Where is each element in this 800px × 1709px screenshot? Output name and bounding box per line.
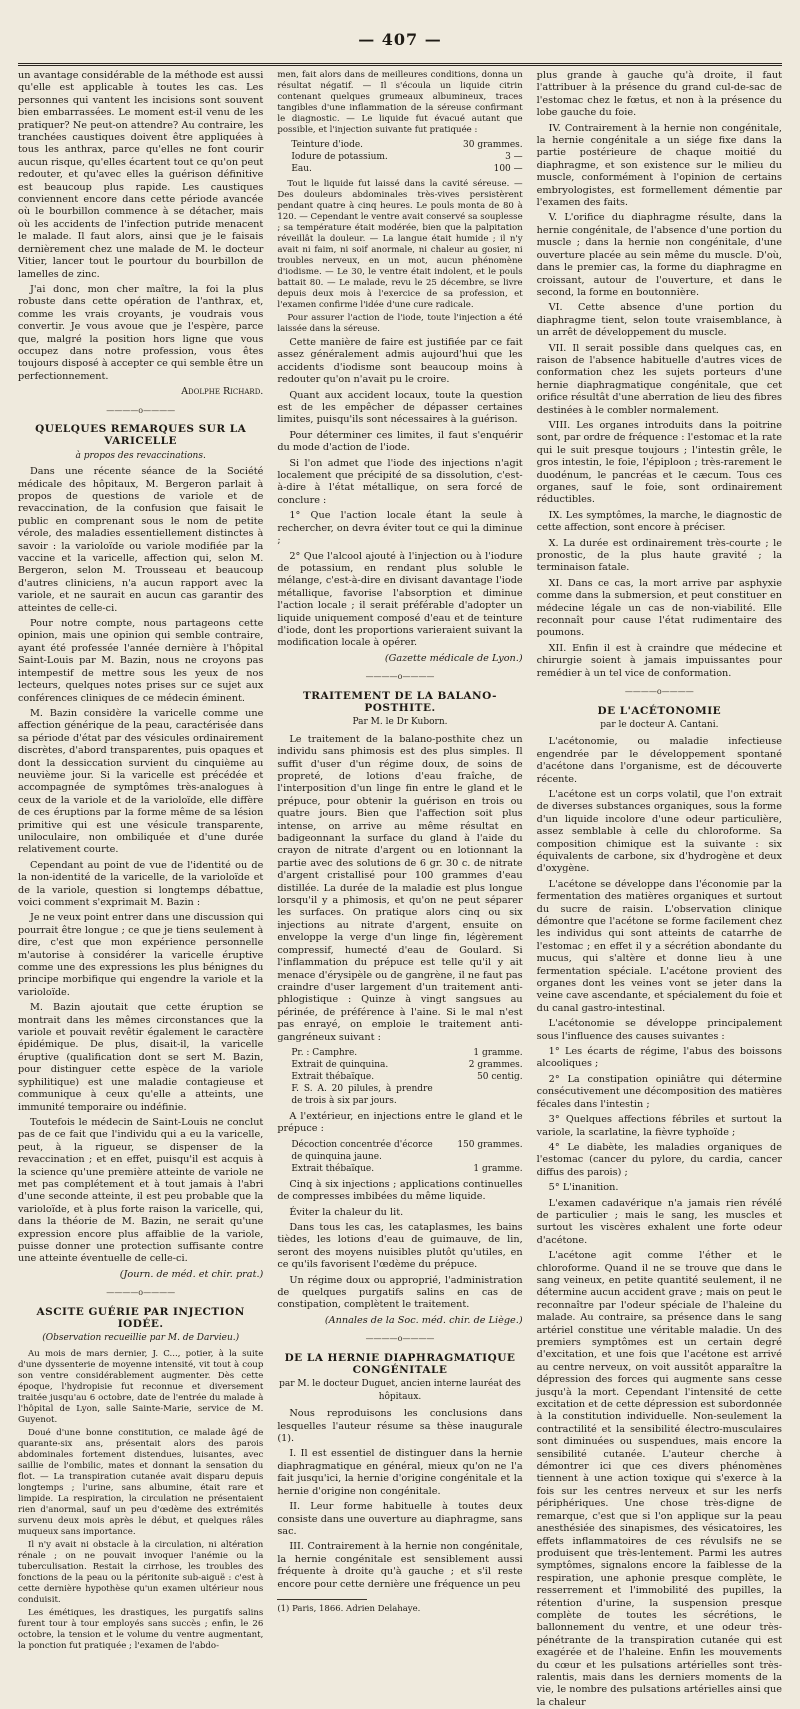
section-separator: ————o———— xyxy=(365,672,435,682)
paragraph: Je ne veux point entrer dans une discussion qui pourrait être longue ; ce que je tiens seulement à dire, c'est que mon expérience personnelle m'autorise à considérer la varicelle éruptive comme une des expressions les plus bénignes du principe morbifique qui engendre la variole et la varioloïde. xyxy=(18,912,264,998)
small-print-block xyxy=(18,1349,263,1652)
article-title: TRAITEMENT DE LA BALANO-POSTHITE. xyxy=(302,689,498,714)
paragraph: Pour assurer l'action de l'iode, toute l'injection a été laissée dans la séreuse. xyxy=(277,313,523,334)
article-title: QUELQUES REMARQUES SUR LA VARICELLE xyxy=(35,422,247,448)
paragraph: Un régime doux ou approprié, l'administration de quelques purgatifs salins en cas de constipation, complètent le traitement. xyxy=(277,1274,523,1311)
recipe-item: Extrait thébaïque. 50 centig. xyxy=(291,1071,523,1082)
paragraph: XII. Enfin il est à craindre que médecine et chirurgie soient à jamais impuissantes pour remédier à un tel vice de conformation. xyxy=(536,642,782,679)
paragraph: plus grande à gauche qu'à droite, il faut l'attribuer à la présence du grand cul-de-sac de l'estomac chez le fœtus, et non à la présence du lobe gauche du foie. xyxy=(536,70,782,119)
paragraph: IX. Les symptômes, la marche, le diagnostic de cette affection, sont encore à préciser. xyxy=(536,509,782,534)
column-left xyxy=(18,70,264,1651)
article-subtitle: à propos des revaccinations. xyxy=(75,450,206,461)
paragraph: men, fait alors dans de meilleures conditions, donna un résultat négatif. — Il s'écoula un liquide citrin contenant quelques grumeaux albumineux, traces tangibles d'une inflammation de la séreuse confirmant le diagnostic. — Le liquide fut évacué autant que possible, et l'injection suivante fut pratiquée : xyxy=(277,70,523,135)
article-byline: par le docteur A. Cantani. xyxy=(600,719,719,730)
paragraph: II. Leur forme habituelle à toutes deux consiste dans une ouverture au diaphragme, sans sac. xyxy=(277,1501,523,1537)
article-title: DE L'ACÉTONOMIE xyxy=(597,704,722,717)
footnote: (1) Paris, 1866. Adrien Delahaye. xyxy=(277,1603,421,1614)
paragraph: Dans une récente séance de la Société médicale des hôpitaux, M. Bergeron parlait à propos de questions de variole et de revaccination, de la confusion que faisait le public en comprenant sous le nom de petite vérole, des maladies essentiellement distinctes à savoir : la varioloïde ou variole modifiée par la vaccine et la varicelle, affection qui, selon M. Bergeron, selon M. Trousseau et beaucoup d'autres cliniciens, n'a aucun rapport avec la variole, et ne saurait en aucun cas garantir des atteintes de celle-ci. xyxy=(18,466,264,614)
page-header xyxy=(18,8,782,56)
paragraph: Cette manière de faire est justifiée par ce fait assez généralement admis aujourd'hui que les accidents d'iodisme sont beaucoup moins à redouter qu'on n'avait pu le croire. xyxy=(277,337,523,386)
paragraph: 4° Le diabète, les maladies organiques de l'estomac (cancer du pylore, du cardia, cancer diffus des parois) ; xyxy=(536,1141,782,1178)
recipe-item: Iodure de potassium. 3 — xyxy=(291,152,523,162)
section-separator: ————o———— xyxy=(365,1334,435,1344)
paragraph: Pour notre compte, nous partageons cette opinion, mais une opinion qui semble contraire, ayant été professée l'année dernière à l'hôpital Saint-Louis par M. Bazin, nous ne croyons pas intempestif de mettre sous les yeux de nos lecteurs, quelques notes prises sur ce sujet aux conférences cliniques de ce médecin éminent. xyxy=(18,618,264,704)
paragraph: Tout le liquide fut laissé dans la cavité séreuse. — Des douleurs abdominales très-vives persistèrent pendant quatre à cinq heures. Le pouls monta de 80 à 120. — Cependant le ventre avait conservé sa souplesse ; sa température était modérée, bien que la palpitation réveillât la douleur. — La langue était humide ; il n'y avait ni faim, ni soif anormale, ni chaleur au gosier, ni troubles nerveux, en un mot, aucun phénomène d'iodisme. — Le 30, le ventre était indolent, et le pouls battait 80. — Le malade, revu le 25 décembre, se livre depuis deux mois à l'exercice de sa profession, et l'examen confirme l'idée d'une cure radicale. xyxy=(277,179,523,310)
paragraph: IV. Contrairement à la hernie non congénitale, la hernie congénitale a un siége fixe dans la partie postérieure de chaque moitié du diaphragme, et son existence sur le milieu du muscle, conformément à l'opinion de certains embryologistes, est formellement démentie par l'examen des faits. xyxy=(536,122,782,209)
paragraph: M. Bazin considère la varicelle comme une affection générique de la peau, caractérisée dans sa période d'état par des vésicules ordinairement discrètes, d'abord transparentes, puis opaques et dont la dessiccation survient du cinquième au neuvième jour. Si la varicelle est précédée et accompagnée de symptômes très-analogues à ceux de la variole et de la varioloïde, elle diffère de ces éruptions par la forme même de sa lésion primitive qui est une vésicule transparente, uniloculaire, non ombiliquée et d'une durée relativement courte. xyxy=(18,707,264,856)
section-separator: ————o———— xyxy=(106,405,176,415)
small-print-block xyxy=(277,70,522,136)
section-separator: ————o———— xyxy=(624,687,694,697)
column-right xyxy=(536,70,782,1708)
text-columns xyxy=(18,70,782,1708)
paragraph: VI. Cette absence d'une portion du diaphragme tient, selon toute vraisemblance, à un arrêt de développement du muscle. xyxy=(536,302,782,339)
paragraph: III. Contrairement à la hernie non congénitale, la hernie congénitale est sensiblement aussi fréquente à droite qu'à gauche ; et s'il reste encore pour cette dernière une fréquence un peu xyxy=(277,1541,523,1590)
paragraph: L'examen cadavérique n'a jamais rien révélé de particulier ; mais le sang, les muscles et surtout les viscères exhalent une forte odeur d'acétone. xyxy=(536,1197,782,1246)
article-source: (Gazette médicale de Lyon.) xyxy=(384,652,523,664)
paragraph: A l'extérieur, en injections entre le gland et le prépuce : xyxy=(277,1110,523,1135)
footnote-rule xyxy=(277,1599,367,1600)
paragraph: VII. Il serait possible dans quelques cas, en raison de l'absence habituelle d'autres vices de conformation chez les sujets porteurs d'une hernie diaphragmatique congénitale, que cet orifice résultât d'une aberration de lieu des fibres destinées à le combler normalement. xyxy=(536,342,782,416)
paragraph: X. La durée est ordinairement très-courte ; le pronostic, de la plus haute gravité ; la terminaison fatale. xyxy=(536,537,782,574)
article-source: (Journ. de méd. et chir. prat.) xyxy=(119,1268,264,1280)
article-title: ASCITE GUÉRIE PAR INJECTION IODÉE. xyxy=(36,1305,245,1330)
recipe-item: Extrait thébaïque. 1 gramme. xyxy=(291,1163,523,1174)
paragraph: XI. Dans ce cas, la mort arrive par asphyxie comme dans la submersion, et peut constituer en médecine légale un cas de non-viabilité. Elle reconnaît pour cause l'état rudimentaire des poumons. xyxy=(536,577,782,639)
article-byline: Par M. le Dr Kuborn. xyxy=(352,717,448,728)
paragraph: V. L'orifice du diaphragme résulte, dans la hernie congénitale, de l'absence d'une portion du muscle ; dans la hernie non congénitale, d'une ouverture placée au sein même du muscle. D'où, dans le premier cas, la forme du diaphragme en croissant, autour de l'ouverture, et dans le second, la forme en boutonnière. xyxy=(536,212,782,298)
paragraph: L'acétonomie se développe principalement sous l'influence des causes suivantes : xyxy=(536,1018,782,1042)
paragraph: Quant aux accident locaux, toute la question est de les empêcher de dépasser certaines limites, puisqu'ils sont nécessaires à la guérison. xyxy=(277,389,523,426)
article-title: DE LA HERNIE DIAPHRAGMATIQUE CONGÉNITALE xyxy=(284,1351,516,1377)
paragraph: M. Bazin ajoutait que cette éruption se montrait dans les mêmes circonstances que la variole et pouvait revêtir également le caractère épidémique. De plus, disait-il, la varicelle éruptive (qualification dont se sert M. Bazin, pour distinguer cette espèce de la variole syphilitique) est une maladie contagieuse et communique à ceux qu'elle a atteints, une immunité temporaire ou indéfinie. xyxy=(18,1002,264,1113)
paragraph: L'acétone agit comme l'éther et le chloroforme. Quand il ne se trouve que dans le sang veineux, en petite quantité seulement, il ne détermine aucun accident grave ; mais on peut le reconnaître par l'odeur spéciale de l'haleine du malade. Au contraire, sa présence dans le sang artériel constitue une véritable maladie. Un des premiers symptômes est un certain degré d'excitation, et une fois que l'acétone est arrivé au centre nerveux, on voit aussitôt apparaître la dépression des forces qui augmente sans cesse jusqu'à la mort. Cependant l'intensité de cette excitation et de cette dépression est subordonnée à la constitution individuelle. Non-seulement la contractilité et la sensibilité électro-musculaires sont diminuées ou suspendues, mais encore la sensibilité cutanée. L'auteur cherche à démontrer ici que ces divers phénomènes tiennent à une action toxique qui s'exerce à la fois sur les centres nerveux et sur les nerfs périphériques. Une chose très-digne de remarque, c'est que si l'on applique sur la peau anesthésiée des sinapismes, des vésicatoires, les effets inflammatoires de ces révulsifs ne se produisent que très-lentement. Parmi les autres symptômes, signalons encore la faiblesse de la respiration, une aphonie presque complète, le resserrement et l'immobilité des pupilles, la rétention d'urine, la suspension presque complète de toutes les sécrétions, le ballonnement du ventre, et une odeur très-pénétrante de la transpiration cutanée qui est exagérée et de l'haleine. Enfin les mouvements du cœur et les pulsations artérielles sont très-ralentis, mais dans les derniers moments de la vie, le nombre des pulsations artérielles ainsi que la chaleur xyxy=(536,1250,782,1708)
recipe-list xyxy=(291,1139,522,1175)
article-byline: par M. le docteur Duguet, ancien interne lauréat des hôpitaux. xyxy=(279,1379,521,1402)
recipe-item: Extrait de quinquina. 2 grammes. xyxy=(291,1059,523,1070)
recipe-list xyxy=(291,1047,522,1107)
paragraph: 1° Les écarts de régime, l'abus des boissons alcooliques ; xyxy=(536,1046,782,1070)
article-subtitle: (Observation recueillie par M. de Darvieu.) xyxy=(42,1333,240,1344)
paragraph: Il n'y avait ni obstacle à la circulation, ni altération rénale ; on ne pouvait invoquer l'anémie ou la tuberculisation. Restait la cirrhose, les troubles des fonctions de la peau ou la péritonite sub-aiguë : c'est à cette dernière hypothèse qu'un examen ultérieur nous conduisit. xyxy=(18,1539,264,1605)
paragraph: I. Il est essentiel de distinguer dans la hernie diaphragmatique en général, mieux qu'on ne l'a fait jusqu'ici, la hernie d'origine congénitale et la hernie d'origine non congénitale. xyxy=(277,1448,523,1497)
small-print-block xyxy=(277,179,522,335)
header-rule xyxy=(18,63,782,66)
paragraph: Doué d'une bonne constitution, ce malade âgé de quarante-six ans, présentait alors des parois abdominales fortement distendues, luisantes, avec saillie de l'ombilic, mates et donnant la sensation du flot. — La transpiration cutanée avait disparu depuis longtemps ; l'urine, sans albumine, était rare et limpide. La respiration, la circulation ne présentaient rien d'anormal, sauf un peu d'œdème des extrémités survenu deux mois après le début, et quelques râles muqueux sans importance. xyxy=(18,1427,264,1537)
recipe-list xyxy=(291,139,522,175)
recipe-item: Eau. 100 — xyxy=(291,164,523,174)
paragraph: Le traitement de la balano-posthite chez un individu sans phimosis est des plus simples. Il suffit d'user d'un régime doux, de soins de propreté, de lotions d'eau fraîche, de l'interposition d'un linge fin entre le gland et le prépuce, pour obtenir la guérison en trois ou quatre jours. Bien que l'affection soit plus intense, on arrive au même résultat en badigeonnant la surface du gland à l'aide du crayon de nitrate d'argent ou en lotionnant la partie avec des solutions de 6 gr. 30 c. de nitrate d'argent cristallisé pour 100 grammes d'eau distillée. La durée de la maladie est plus longue lorsqu'il y a phimosis, et qu'on ne peut séparer les surfaces. On pratique alors cinq ou six injections au nitrate d'argent, ensuite on enveloppe la verge d'un linge fin, légèrement compressif, humecté d'eau de Goulard. Si l'inflammation du prépuce est telle qu'il y ait menace d'érysipèle ou de gangrène, il ne faut pas craindre d'user largement d'un traitement anti-phlogistique : Quinze à vingt sangsues au périnée, de préférence à l'aine. Si le mal n'est pas enrayé, on emploie le traitement anti-gangréneux suivant : xyxy=(277,733,523,1043)
paragraph: 2° La constipation opiniâtre qui détermine consécutivement une décomposition des matières fécales dans l'intestin ; xyxy=(536,1073,782,1110)
paragraph: 2° Que l'alcool ajouté à l'injection ou à l'iodure de potassium, en rendant plus soluble le mélange, c'est-à-dire en divisant davantage l'iode métallique, favorise l'absorption et diminue l'action locale ; il serait préférable d'adopter un liquide uniquement composé d'eau et de teinture d'iode, dont les proportions varieraient suivant la modification locale à opérer. xyxy=(277,550,523,649)
paragraph: Cinq à six injections ; applications continuelles de compresses imbibées du même liquide. xyxy=(277,1178,523,1203)
paragraph: Nous reproduisons les conclusions dans lesquelles l'auteur résume sa thèse inaugurale (1). xyxy=(277,1408,523,1445)
journal-page xyxy=(18,8,782,1708)
recipe-item: Pr. : Camphre. 1 gramme. xyxy=(291,1047,523,1058)
article-source: (Annales de la Soc. méd. chir. de Liège.) xyxy=(324,1314,523,1326)
recipe-item: Teinture d'iode. 30 grammes. xyxy=(291,140,523,150)
paragraph: Éviter la chaleur du lit. xyxy=(289,1206,404,1218)
paragraph: J'ai donc, mon cher maître, la foi la plus robuste dans cette opération de l'anthrax, et, comme les vrais croyants, je voudrais vous convertir. Je vous avoue que je l'espère, parce que, malgré la position hors ligne que vous occupez dans notre profession, vous êtes toujours disposé à accepter ce qui semble être un perfectionnement. xyxy=(18,283,264,382)
paragraph: 5° L'inanition. xyxy=(548,1182,619,1194)
paragraph: L'acétonomie, ou maladie infectieuse engendrée par le développement spontané d'acétone dans l'organisme, est de découverte récente. xyxy=(536,736,782,785)
paragraph: Les émétiques, les drastiques, les purgatifs salins furent tour à tour employés sans succès ; enfin, le 26 octobre, la tension et le volume du ventre augmentant, la ponction fut pratiquée ; l'examen de l'abdo- xyxy=(18,1607,264,1651)
paragraph: Dans tous les cas, les cataplasmes, les bains tièdes, les lotions d'eau de guimauve, de lin, seront des moyens nuisibles plutôt qu'utiles, en ce qu'ils favorisent l'œdème du prépuce. xyxy=(277,1221,523,1271)
paragraph: 3° Quelques affections fébriles et surtout la variole, la scarlatine, la fièvre typhoïde ; xyxy=(536,1114,782,1138)
paragraph: Toutefois le médecin de Saint-Louis ne conclut pas de ce fait que l'individu qui a eu la varicelle, peut, à la rigueur, se dispenser de la revaccination ; et en effet, puisqu'il est acquis à la science qu'une première atteinte de variole ne met pas complétement et à tout jamais à l'abri d'une seconde atteinte, il est peu probable que la varioloïde, et à plus forte raison la varicelle, qui, dans la théorie de M. Bazin, ne serait qu'une expression encore plus affaiblie de la variole, puisse donner une protection suffisante contre une atteinte éventuelle de celle-ci. xyxy=(18,1116,264,1265)
paragraph: VIII. Les organes introduits dans la poitrine sont, par ordre de fréquence : l'estomac et la rate qui le suit presque toujours ; l'intestin grêle, le gros intestin, le foie, l'épiploon ; très-rarement le duodénum, le pancréas et le cæcum. Tous ces organes, sauf le foie, sont ordinairement réductibles. xyxy=(536,419,782,506)
paragraph: 1° Que l'action locale étant la seule à rechercher, on devra éviter tout ce qui la diminue ; xyxy=(277,510,523,547)
paragraph: Cependant au point de vue de l'identité ou de la non-identité de la varicelle, de la varioloïde et de la variole, question si longtemps débattue, voici comment s'exprimait M. Bazin : xyxy=(18,859,264,908)
paragraph: L'acétone est un corps volatil, que l'on extrait de diverses substances organiques, sous la forme d'un liquide incolore d'une odeur particulière, assez semblable à celle du chloroforme. Sa composition chimique est la suivante : six équivalents de carbone, six d'hydrogène et deux d'oxygène. xyxy=(536,788,782,875)
author-signature: Adolphe Richard. xyxy=(181,386,264,398)
paragraph: un avantage considérable de la méthode est aussi qu'elle est applicable à toutes les cas. Les personnes qui vantent les incisions sont souvent bien embarrassées. Le moment est-il venu de les pratiquer? Ne peut-on attendre? Au contraire, les tranchées caustiques doivent être appliquées à tous les anthrax, parce qu'elles ne font courir aucun risque, qu'elles écartent tout ce qu'on peut redouter, et qu'avec elles la guérison définitive est beaucoup plus rapide. Les caustiques conviennent encore dans cette période avancée où le bourbillon commence à se détacher, mais où les accidents de l'infection putride menacent le malade. Il faut alors, ainsi que je le faisais dernièrement chez une malade de M. le docteur Vitier, lancer tout le pourtour du bourbillon de lamelles de zinc. xyxy=(18,70,264,280)
recipe-item: F. S. A. 20 pilules, à prendre de trois à six par jours. xyxy=(291,1083,433,1106)
recipe-item: Décoction concentrée d'écorce de quinquina jaune. 150 grammes. xyxy=(291,1139,523,1162)
section-separator: ————o———— xyxy=(106,1288,176,1298)
page-number: — 407 — xyxy=(358,30,442,49)
paragraph: Pour déterminer ces limites, il faut s'enquérir du mode d'action de l'iode. xyxy=(277,429,523,454)
paragraph: Au mois de mars dernier, J. C..., potier, à la suite d'une dyssenterie de moyenne intensité, vit tout à coup son ventre considérablement augmenter. Dès cette époque, l'hydropisie fut reconnue et diversement traitée jusqu'au 6 octobre, date de l'entrée du malade à l'hôpital de Lyon, salle Sainte-Marie, service de M. Guyenot. xyxy=(18,1348,264,1425)
paragraph: L'acétone se développe dans l'économie par la fermentation des matières organiques et surtout du sucre de raisin. L'observation clinique démontre que l'acétone se forme facilement chez les individus qui sont atteints de catarrhe de l'estomac ; en effet il y a sécrétion abondante du mucus, qui s'altère et donne lieu à une fermentation spéciale. L'acétone provient des organes dont les veines vont se jeter dans la veine cave ascendante, et spécialement du foie et du canal gastro-intestinal. xyxy=(536,878,782,1014)
paragraph: Si l'on admet que l'iode des injections n'agit localement que précipité de sa dissolution, c'est-à-dire à l'état métallique, on sera forcé de conclure : xyxy=(277,457,523,506)
column-middle xyxy=(277,70,523,1614)
